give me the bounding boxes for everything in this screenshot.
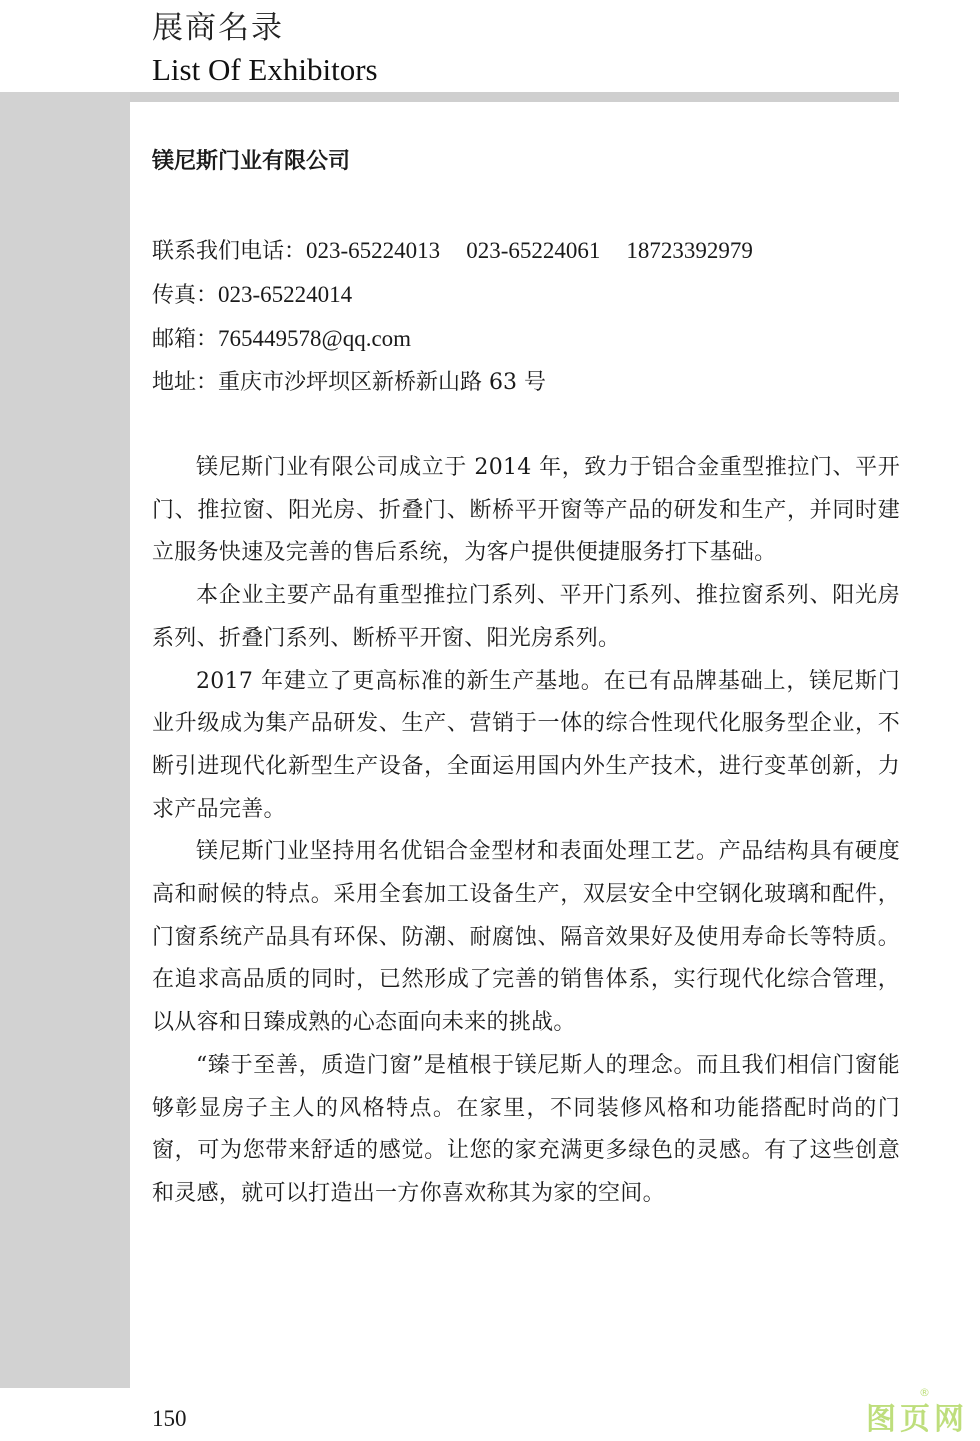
side-margin-band [0,92,130,1388]
paragraph-base: 2017 年建立了更高标准的新生产基地。在已有品牌基础上，镁尼斯门业升级成为集产品研发、生产、营销于一体的综合性现代化服务型企业，不断引进现代化新型生产设备，全面运用国内外生产技术，进行变革创新，力求产品完善。 [152,668,900,822]
paragraph-products: 本企业主要产品有重型推拉门系列、平开门系列、推拉窗系列、阳光房系列、折叠门系列、断桥平开窗、阳光房系列。 [152,583,900,651]
company-description [152,447,900,1216]
paragraph-intro: 镁尼斯门业有限公司成立于 2014 年，致力于铝合金重型推拉门、平开门、推拉窗、阳光房、折叠门、断桥平开窗等产品的研发和生产，并同时建立服务快速及完善的售后系统，为客户提供便捷服务打下基础。 [152,455,900,566]
header-title-cn: 展商名录 [152,10,284,46]
address-value: 重庆市沙坪坝区新桥新山路 63 号 [218,370,546,395]
phone-number-1: 023-65224013 [306,238,441,263]
fax-line [152,273,900,317]
phone-line [152,229,900,273]
email-label: 邮箱： [152,327,219,352]
company-name: 镁尼斯门业有限公司 [152,149,351,174]
fax-number: 023-65224014 [218,282,353,307]
phone-number-3: 18723392979 [626,238,753,263]
watermark-text: 图页网 [866,1402,968,1437]
page-number: 150 [152,1406,187,1431]
page-content [152,140,900,1216]
header-title-en: List Of Exhibitors [152,52,378,87]
paragraph-quality: 镁尼斯门业坚持用名优铝合金型材和表面处理工艺。产品结构具有硬度高和耐候的特点。采用全套加工设备生产，双层安全中空钢化玻璃和配件，门窗系统产品具有环保、防潮、耐腐蚀、隔音效果好及使用寿命长等特质。在追求高品质的同时，已然形成了完善的销售体系，实行现代化综合管理，以从容和日臻成熟的心态面向未来的挑战。 [152,839,900,1036]
header-divider-band [6,92,899,102]
phone-label: 联系我们电话： [152,239,307,264]
paragraph-philosophy: “臻于至善，质造门窗”是植根于镁尼斯人的理念。而且我们相信门窗能够彰显房子主人的风格特点。在家里，不同装修风格和功能搭配时尚的门窗，可为您带来舒适的感觉。让您的家充满更多绿色的灵感。有了这些创意和灵感，就可以打造出一方你喜欢称其为家的空间。 [152,1052,900,1206]
email-address: 765449578@qq.com [218,326,412,351]
watermark-logo [866,1386,968,1438]
fax-label: 传真： [152,283,219,308]
address-line [152,361,900,404]
phone-number-2: 023-65224061 [466,238,601,263]
contact-block [152,229,900,404]
registered-mark: ® [919,1386,930,1399]
email-line [152,317,900,361]
address-label: 地址： [152,370,219,395]
